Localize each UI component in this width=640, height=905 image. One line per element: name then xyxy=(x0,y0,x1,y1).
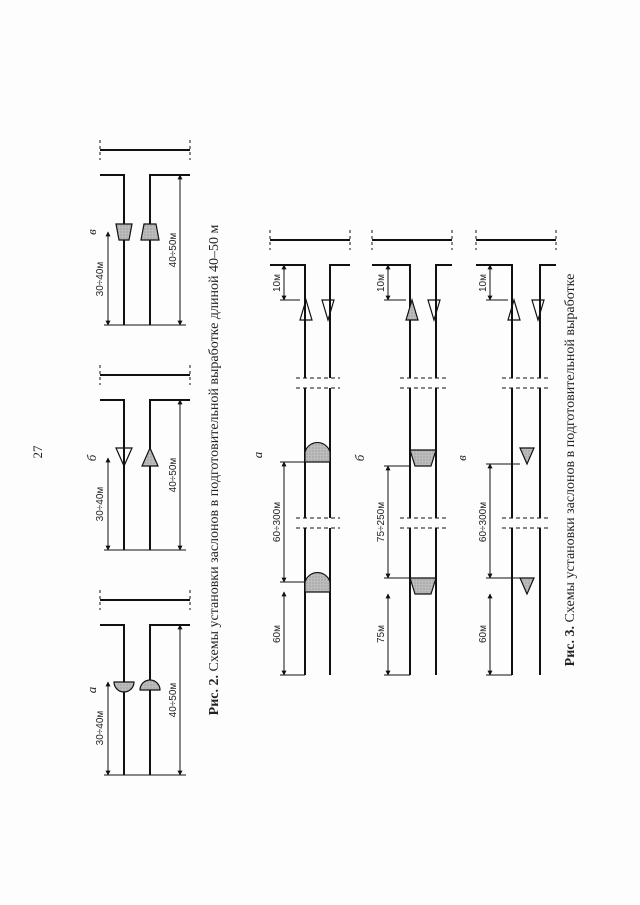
fig3-labels xyxy=(250,274,578,667)
barrier-trapezoid xyxy=(410,450,436,466)
fig3-b-dim-end: 10м xyxy=(376,274,387,292)
figure-3 xyxy=(270,230,556,675)
fig2-a-dim-long: 40÷50м xyxy=(168,682,179,718)
barrier-triangle xyxy=(508,300,520,320)
fig3-scheme-v xyxy=(476,230,556,675)
barrier-semicircle xyxy=(305,443,330,462)
fig2-letter-b: б xyxy=(84,454,99,462)
fig2-labels xyxy=(84,225,222,746)
fig2-v-dim-long: 40÷50м xyxy=(168,232,179,268)
fig3-letter-v: в xyxy=(454,455,469,461)
barrier-triangle xyxy=(322,300,334,320)
fig3-caption: Рис. 3. Схемы установки заслонов в подготовительной выработке xyxy=(563,273,578,667)
fig3-v-dim-end: 10м xyxy=(478,274,489,292)
barrier-semicircle xyxy=(114,682,134,692)
fig3-v-dim-entry: 60м xyxy=(478,625,489,643)
fig3-b-dim-mid: 75÷250м xyxy=(376,501,387,543)
barrier-triangle xyxy=(142,448,158,466)
barrier-trapezoid xyxy=(116,224,132,240)
fig3-letter-b: б xyxy=(352,454,367,462)
fig2-scheme-v xyxy=(100,140,190,325)
barrier-semicircle xyxy=(305,573,330,592)
fig3-a-dim-end: 10м xyxy=(272,274,283,292)
barrier-triangle xyxy=(532,300,544,320)
fig3-scheme-b xyxy=(372,230,452,675)
barrier-trapezoid xyxy=(141,224,159,240)
fig2-scheme-a xyxy=(100,590,190,775)
fig3-letter-a: а xyxy=(250,451,265,459)
page-number: 27 xyxy=(30,445,45,459)
fig3-v-dim-mid: 60÷300м xyxy=(478,501,489,543)
fig2-caption: Рис. 2. Схемы установки заслонов в подготовительной выработке длиной 40–50 м xyxy=(207,224,222,716)
fig2-letter-v: в xyxy=(84,229,99,235)
fig2-b-dim-long: 40÷50м xyxy=(168,457,179,493)
fig2-v-dim-short: 30÷40м xyxy=(95,261,106,297)
barrier-semicircle xyxy=(140,680,160,690)
barrier-triangle xyxy=(428,300,440,320)
fig3-a-dim-entry: 60м xyxy=(272,625,283,643)
fig3-a-dim-mid: 60÷300м xyxy=(272,501,283,543)
fig2-b-dim-short: 30÷40м xyxy=(95,486,106,522)
barrier-trapezoid xyxy=(410,578,436,594)
fig3-b-dim-entry: 75м xyxy=(376,625,387,643)
fig2-letter-a: а xyxy=(84,686,99,694)
barrier-small-triangle xyxy=(520,578,534,594)
fig2-scheme-b xyxy=(100,365,190,550)
fig2-a-dim-short: 30÷40м xyxy=(95,710,106,746)
barrier-small-triangle xyxy=(520,448,534,464)
fig3-scheme-a xyxy=(270,230,350,675)
barrier-triangle xyxy=(406,300,418,320)
